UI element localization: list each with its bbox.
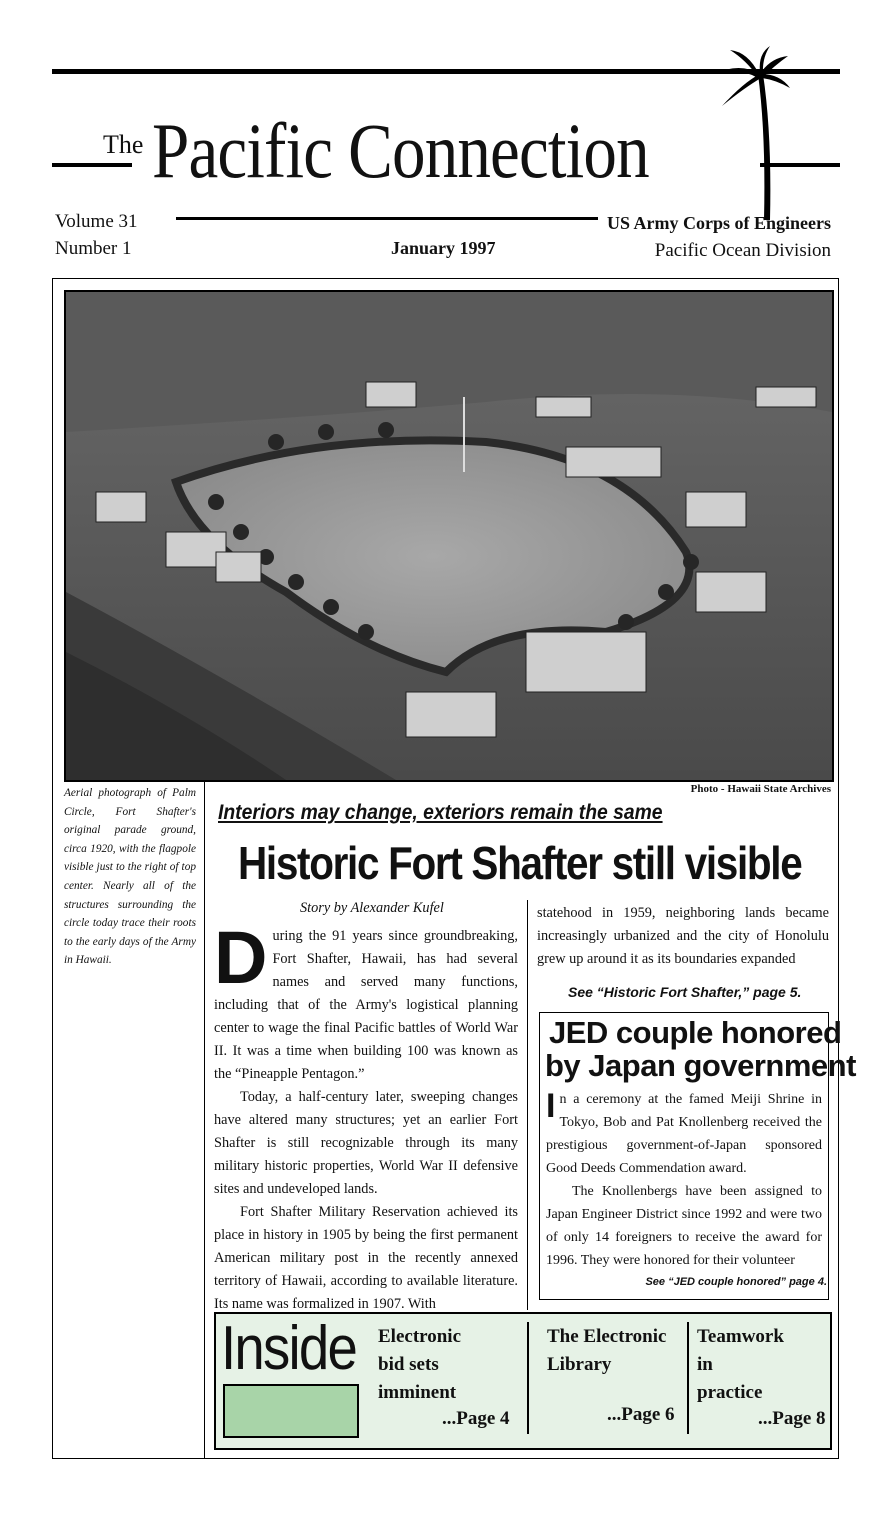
left-column-divider <box>204 778 205 1458</box>
masthead-right-rule <box>760 163 840 167</box>
inside-item-2-line1: The Electronic <box>547 1326 667 1347</box>
palm-tree-icon <box>700 44 790 224</box>
aerial-photo <box>64 290 834 782</box>
photo-caption: Aerial photograph of Palm Circle, Fort Shafter's original parade ground, circa 1920, with the flagpole visible just to the right of top center. Nearly all of the structures surrounding the circle today trace their roots to the early days of the Army in Hawaii. <box>64 787 196 967</box>
side-paragraph-2: The Knollenbergs have been assigned to Japan Engineer District since 1992 and were two of only 14 foreigners to receive the award for 1996. They were honored for their volunteer <box>546 1184 822 1268</box>
side-paragraph-1: n a ceremony at the famed Meiji Shrine in Tokyo, Bob and Pat Knollenberg received the prestigious government-of-Japan sponsored Good Deeds Commendation award. <box>546 1092 822 1176</box>
column-divider <box>527 900 528 1310</box>
inside-item-3-line1: Teamwork <box>697 1326 784 1347</box>
org-division: Pacific Ocean Division <box>654 240 831 261</box>
side-headline-line2: by Japan government <box>545 1048 856 1083</box>
inside-item-1-line2: bid sets <box>378 1354 439 1375</box>
lead-dropcap: D <box>214 916 268 999</box>
lead-column-2: statehood in 1959, neighboring lands became increasingly urbanized and the city of Honolulu grew up around it as its boundaries expanded <box>537 905 829 967</box>
inside-item-3[interactable] <box>697 1323 822 1407</box>
side-jump-line: See “JED couple honored” page 4. <box>645 1276 827 1288</box>
inside-item-1-line1: Electronic <box>378 1326 462 1347</box>
lead-column-1 <box>214 916 518 1316</box>
inside-item-3-page[interactable]: ...Page 8 <box>758 1408 826 1429</box>
lead-headline: Historic Fort Shafter still visible <box>238 837 802 889</box>
lead-byline: Story by Alexander Kufel <box>300 900 444 916</box>
side-story-body <box>546 1088 822 1272</box>
inside-item-1[interactable] <box>378 1323 518 1407</box>
lead-paragraph-3: Fort Shafter Military Reservation achieved its place in history in 1905 by being the first permanent American military post in the recently annexed territory of Hawaii, according to available literature. Its name was formalized in 1907. With <box>214 1204 518 1312</box>
masthead-title: Pacific Connection <box>152 107 649 194</box>
lead-paragraph-2: Today, a half-century later, sweeping changes have altered many structures; yet an earlier Fort Shafter is still recognizable through its many military historic properties, World War II defensive sites and undeveloped lands. <box>214 1089 518 1197</box>
masthead-mid-rule <box>176 217 598 220</box>
inside-item-1-line3: imminent <box>378 1382 457 1403</box>
inside-divider-1 <box>527 1322 529 1434</box>
inside-item-2[interactable] <box>547 1323 682 1379</box>
lead-kicker: Interiors may change, exteriors remain the same <box>218 801 663 824</box>
inside-item-2-page[interactable]: ...Page 6 <box>607 1404 675 1425</box>
org-name: US Army Corps of Engineers <box>607 213 831 233</box>
side-dropcap: I <box>546 1087 556 1125</box>
volume-label: Volume 31 <box>55 211 138 232</box>
side-headline-line1: JED couple honored <box>549 1015 842 1050</box>
inside-divider-2 <box>687 1322 689 1434</box>
inside-item-3-line2: in <box>697 1354 713 1375</box>
masthead-the: The <box>103 130 144 159</box>
masthead-left-rule <box>52 163 132 167</box>
issue-number: Number 1 <box>55 238 132 259</box>
inside-swatch <box>223 1384 359 1438</box>
aerial-photo-image <box>66 292 832 780</box>
inside-item-2-line2: Library <box>547 1354 612 1375</box>
inside-item-1-page[interactable]: ...Page 4 <box>442 1408 510 1429</box>
lead-jump-line: See “Historic Fort Shafter,” page 5. <box>568 984 802 1000</box>
photo-credit: Photo - Hawaii State Archives <box>690 783 831 795</box>
inside-item-3-line3: practice <box>697 1382 763 1403</box>
issue-date: January 1997 <box>391 238 496 258</box>
lead-paragraph-1: uring the 91 years since groundbreaking, Fort Shafter, Hawaii, has had several names and served many functions, including that of the Army's logistical planning center to wage the final Pacific battles of World War II. It was a time when building 100 was known as the “Pineapple Pentagon.” <box>214 928 518 1082</box>
inside-label: Inside <box>221 1314 357 1383</box>
